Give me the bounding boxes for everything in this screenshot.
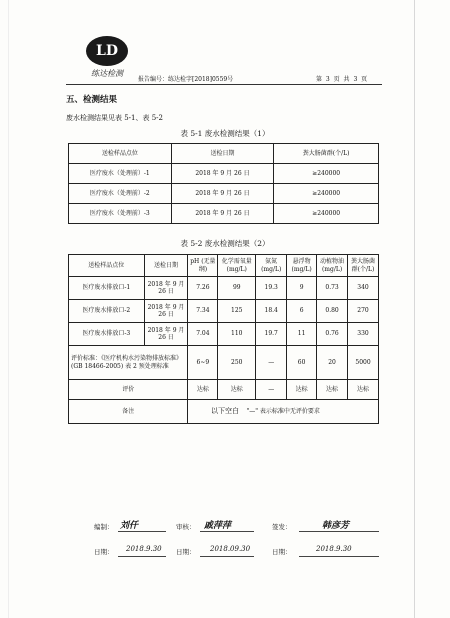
table-cell: 9 bbox=[287, 277, 317, 300]
table-cell: 19.3 bbox=[256, 277, 287, 300]
logo-subtitle: 练达检测 bbox=[91, 69, 123, 78]
table-row bbox=[69, 204, 379, 224]
company-logo bbox=[78, 36, 136, 80]
table-cell: 医疗废水（处理前）-1 bbox=[69, 164, 172, 184]
section-intro: 废水检测结果见表 5-1、表 5-2 bbox=[66, 114, 163, 122]
table-cell: — bbox=[256, 380, 287, 400]
table-cell: 330 bbox=[348, 323, 379, 346]
compiler-date-label: 日期： bbox=[94, 548, 114, 556]
compiler-sign-line bbox=[118, 531, 166, 532]
table-cell: 99 bbox=[218, 277, 256, 300]
table-cell: ≥240000 bbox=[274, 184, 379, 204]
table2-caption: 表 5-2 废水检测结果（2） bbox=[180, 239, 270, 248]
table-cell: 7.26 bbox=[188, 277, 218, 300]
header-cell: 悬浮物 (mg/L) bbox=[287, 255, 317, 277]
header-cell: 粪大肠菌群(个/L) bbox=[348, 255, 379, 277]
table1-caption: 表 5-1 废水检测结果（1） bbox=[180, 129, 270, 138]
issuer-date-line bbox=[299, 556, 379, 557]
compiler-date-line bbox=[118, 556, 166, 557]
end-note: 以下空白 bbox=[211, 407, 239, 415]
reviewer-signature: 戚萍萍 bbox=[204, 521, 232, 531]
table-cell: 340 bbox=[348, 277, 379, 300]
table-cell: 2018 年 9 月 26 日 bbox=[144, 323, 188, 346]
table-cell: 19.7 bbox=[256, 323, 287, 346]
table-cell: 6 bbox=[287, 300, 317, 323]
header-cell: 送检日期 bbox=[144, 255, 188, 277]
compiler-date: 2018.9.30 bbox=[126, 545, 162, 553]
table-cell: 60 bbox=[287, 346, 317, 380]
table-cell: ≥240000 bbox=[274, 164, 379, 184]
table-cell: 达标 bbox=[218, 380, 256, 400]
table-row bbox=[69, 184, 379, 204]
reviewer-label: 审核： bbox=[176, 523, 196, 531]
compiler-signature: 刘仟 bbox=[120, 521, 139, 531]
reviewer-date: 2018.09.30 bbox=[210, 545, 251, 553]
remarks-value: "—" 表示标准中无评价要求 bbox=[188, 400, 379, 424]
header-cell: 化学需氧量(mg/L) bbox=[218, 255, 256, 277]
table-cell: ≥240000 bbox=[274, 204, 379, 224]
header-cell: 送检样品点位 bbox=[69, 144, 172, 164]
table-cell: 11 bbox=[287, 323, 317, 346]
table-cell: 2018 年 9 月 26 日 bbox=[171, 204, 274, 224]
reviewer-date-line bbox=[200, 556, 254, 557]
results-table-1 bbox=[68, 143, 379, 224]
table-cell: 0.73 bbox=[317, 277, 348, 300]
issuer-date: 2018.9.30 bbox=[316, 545, 352, 553]
table-cell: 7.34 bbox=[188, 300, 218, 323]
table-cell: 0.76 bbox=[317, 323, 348, 346]
issuer-sign-line bbox=[299, 531, 379, 532]
table-cell: 2018 年 9 月 26 日 bbox=[144, 300, 188, 323]
table-cell: 达标 bbox=[287, 380, 317, 400]
header-cell: 粪大肠菌群(个/L) bbox=[274, 144, 379, 164]
table-cell: 达标 bbox=[188, 380, 218, 400]
results-table-2 bbox=[68, 254, 379, 424]
table-cell: — bbox=[256, 346, 287, 380]
header-divider bbox=[66, 84, 382, 85]
table-row bbox=[69, 164, 379, 184]
issuer-label: 签发： bbox=[272, 523, 292, 531]
table-cell: 2018 年 9 月 26 日 bbox=[144, 277, 188, 300]
header-cell: 动植物油 (mg/L) bbox=[317, 255, 348, 277]
page-number: 第 3 页 共 3 页 bbox=[316, 76, 368, 83]
table-cell: 250 bbox=[218, 346, 256, 380]
table-cell: 7.04 bbox=[188, 323, 218, 346]
header-cell: 氨氮 (mg/L) bbox=[256, 255, 287, 277]
logo-mark: LD bbox=[86, 36, 128, 66]
compiler-label: 编制： bbox=[94, 523, 114, 531]
table-cell: 5000 bbox=[348, 346, 379, 380]
report-number: 报告编号：练达检字[2018]0559号 bbox=[138, 76, 234, 83]
reviewer-sign-line bbox=[200, 531, 254, 532]
standard-row bbox=[69, 346, 379, 380]
table-row bbox=[69, 323, 379, 346]
table-cell: 110 bbox=[218, 323, 256, 346]
remarks-label: 备注 bbox=[69, 400, 188, 424]
table-cell: 医疗废水排放口-3 bbox=[69, 323, 145, 346]
table-cell: 270 bbox=[348, 300, 379, 323]
table-row bbox=[69, 277, 379, 300]
table-cell: 医疗废水排放口-2 bbox=[69, 300, 145, 323]
issuer-signature: 韩彦芳 bbox=[322, 521, 350, 531]
header-cell: 送检日期 bbox=[171, 144, 274, 164]
table-header-row bbox=[69, 255, 379, 277]
table-cell: 达标 bbox=[317, 380, 348, 400]
table-cell: 医疗废水排放口-1 bbox=[69, 277, 145, 300]
table-cell: 医疗废水（处理前）-2 bbox=[69, 184, 172, 204]
header-cell: 送检样品点位 bbox=[69, 255, 145, 277]
standard-label: 评价标准：《医疗机构水污染物排放标准》(GB 18466-2005) 表 2 预处理标准 bbox=[69, 346, 188, 380]
issuer-date-label: 日期： bbox=[272, 548, 292, 556]
evaluation-row bbox=[69, 380, 379, 400]
table-cell: 达标 bbox=[348, 380, 379, 400]
page-edge-left bbox=[8, 0, 9, 618]
table-cell: 医疗废水（处理前）-3 bbox=[69, 204, 172, 224]
table-cell: 20 bbox=[317, 346, 348, 380]
table-cell: 6~9 bbox=[188, 346, 218, 380]
table-cell: 0.80 bbox=[317, 300, 348, 323]
page-edge-right bbox=[414, 0, 415, 618]
table-cell: 2018 年 9 月 26 日 bbox=[171, 184, 274, 204]
table-cell: 18.4 bbox=[256, 300, 287, 323]
table-row bbox=[69, 300, 379, 323]
table-cell: 125 bbox=[218, 300, 256, 323]
table-header-row bbox=[69, 144, 379, 164]
reviewer-date-label: 日期： bbox=[176, 548, 196, 556]
table-cell: 2018 年 9 月 26 日 bbox=[171, 164, 274, 184]
evaluation-label: 评价 bbox=[69, 380, 188, 400]
header-cell: pH (无量纲) bbox=[188, 255, 218, 277]
section-title: 五、检测结果 bbox=[66, 95, 118, 105]
